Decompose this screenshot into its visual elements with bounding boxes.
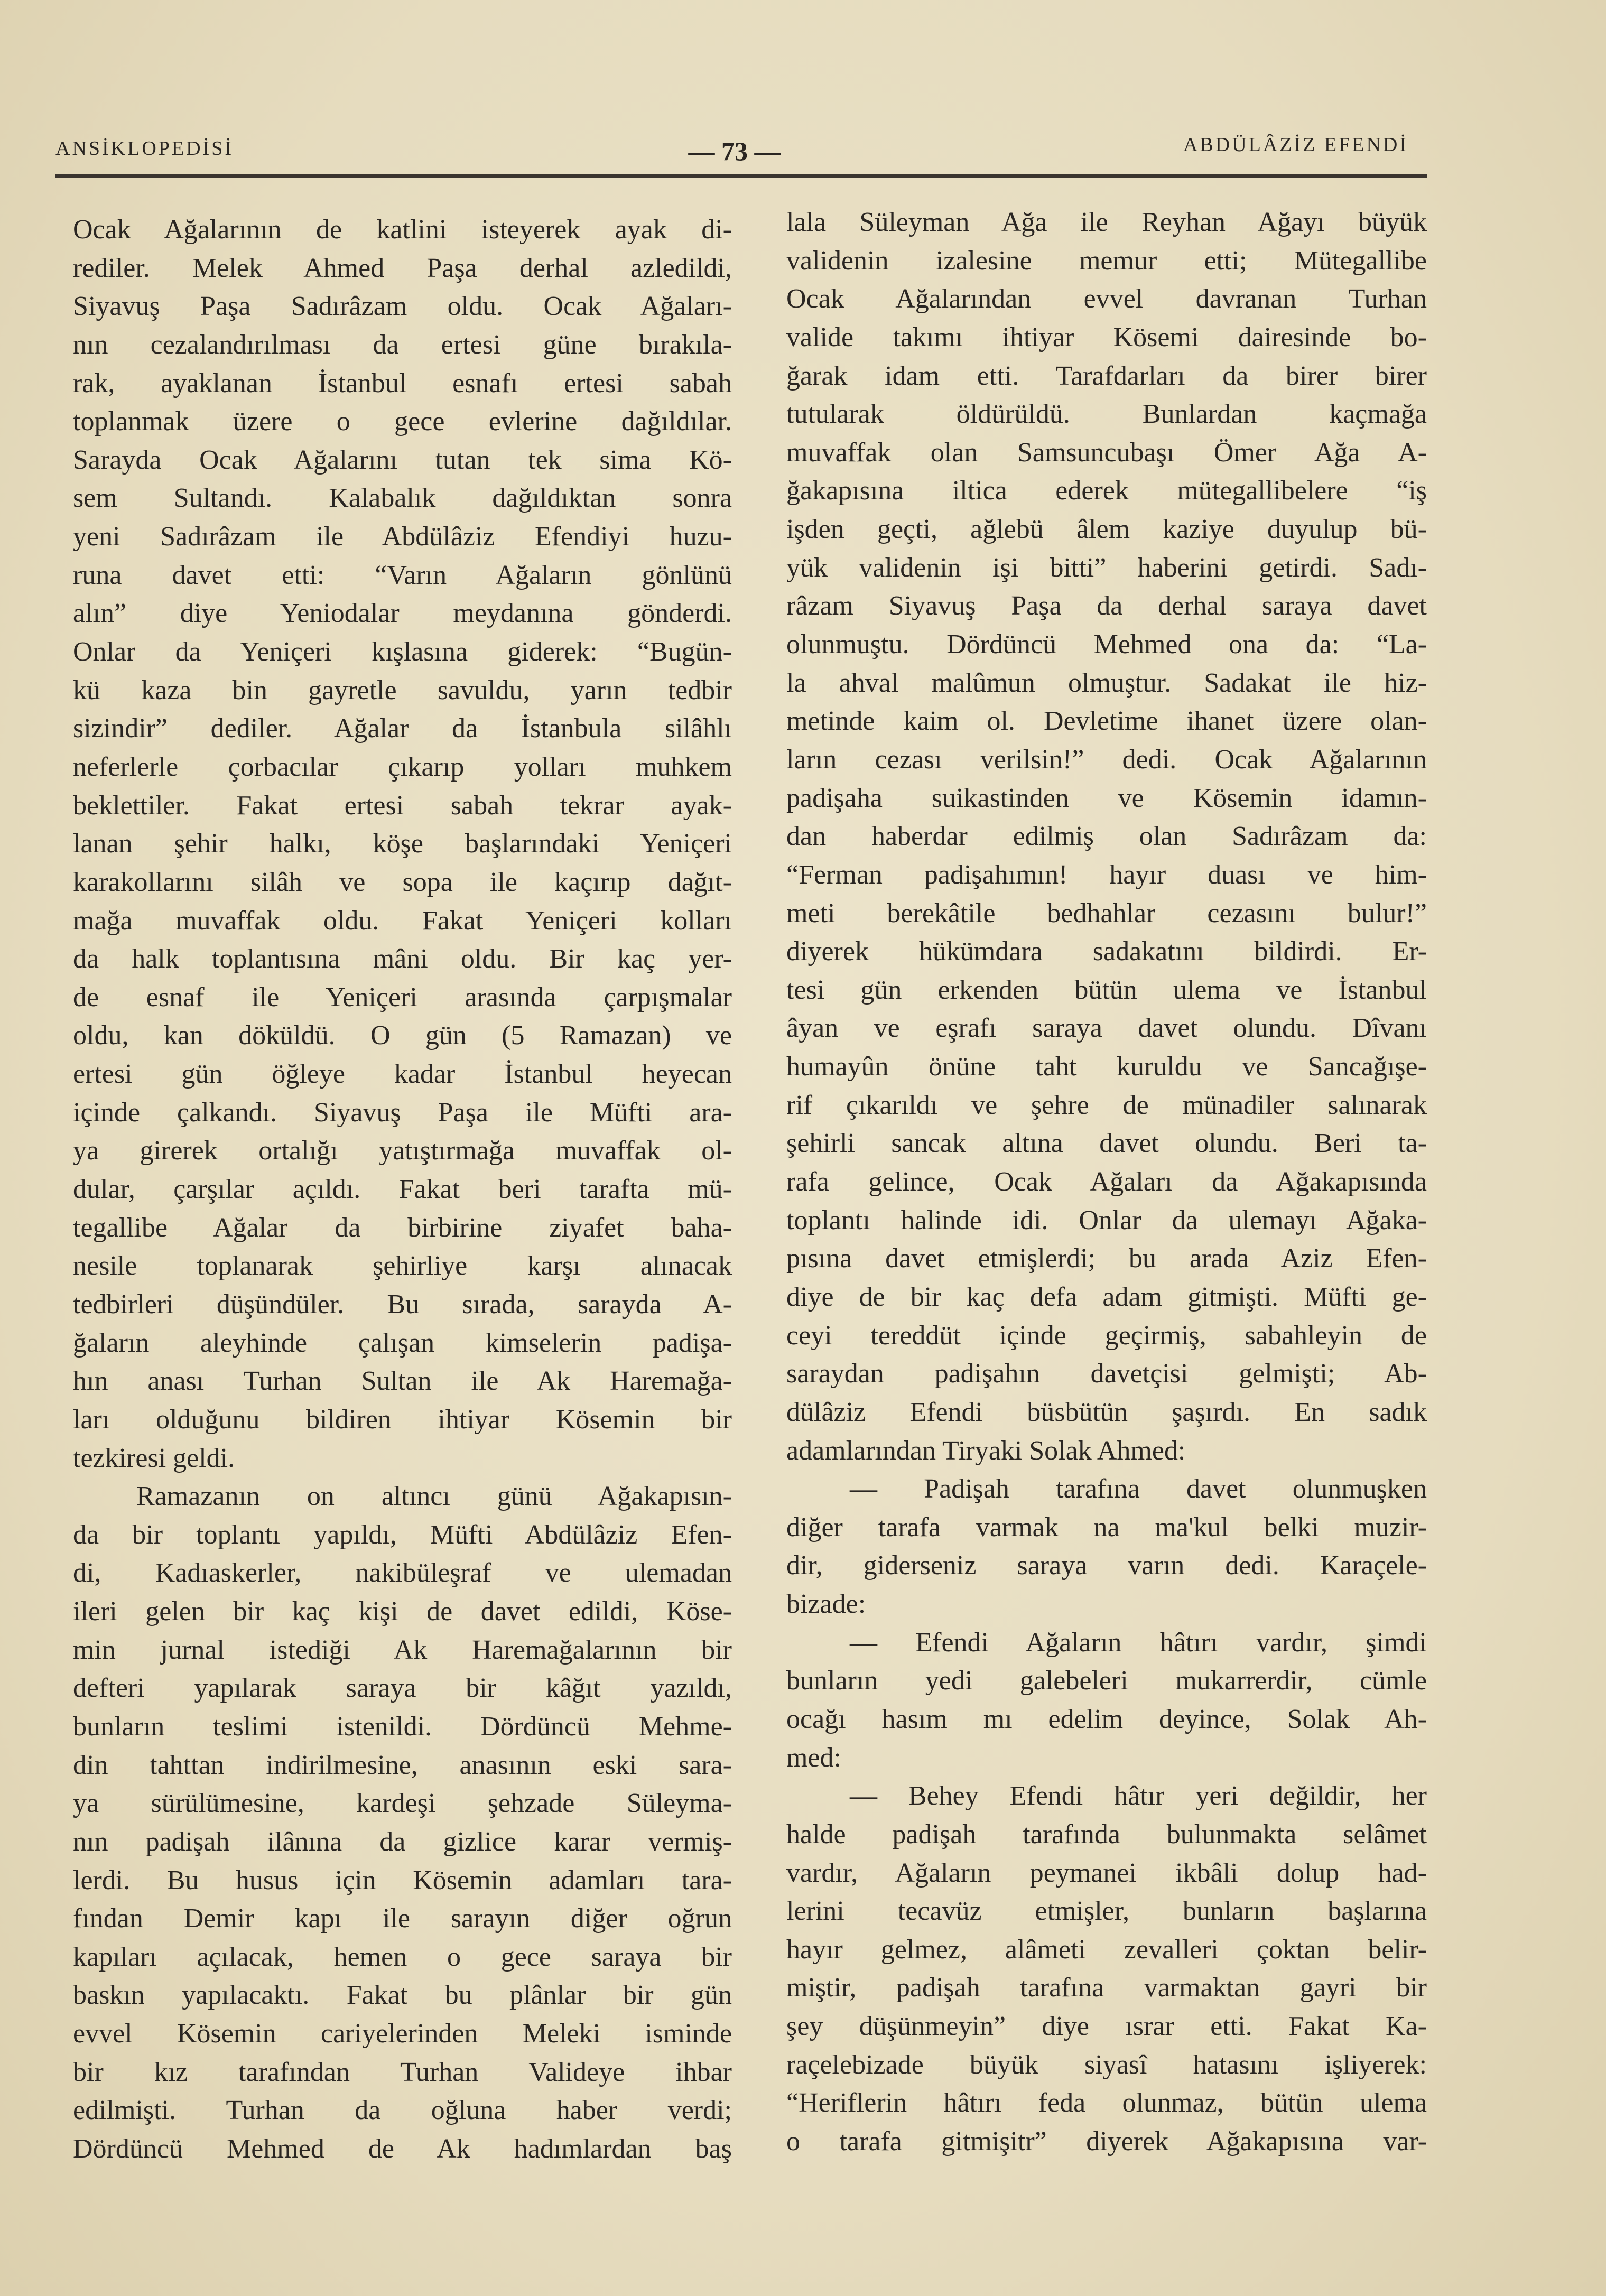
text-line: tedbirleri düşündüler. Bu sırada, sarayda A- (73, 1289, 732, 1319)
text-line: diyerek hükümdara sadakatını bildirdi. Er- (786, 936, 1427, 967)
text-line: oldu, kan döküldü. O gün (5 Ramazan) ve (73, 1020, 732, 1051)
text-line: adamlarından Tiryaki Solak Ahmed: (786, 1435, 1186, 1466)
text-line: ları olduğunu bildiren ihtiyar Kösemin bir (73, 1404, 732, 1435)
text-line: dülâziz Efendi büsbütün şaşırdı. En sadık (786, 1397, 1427, 1427)
text-line: muvaffak olan Samsuncubaşı Ömer Ağa A- (786, 437, 1427, 468)
text-line: evvel Kösemin cariyelerinden Meleki isminde (73, 2019, 732, 2049)
text-line: saraydan padişahın davetçisi gelmişti; Ab- (786, 1359, 1427, 1389)
text-line: Onlar da Yeniçeri kışlasına giderek: “Bugün- (73, 637, 732, 667)
text-line: bunların teslimi istenildi. Dördüncü Mehme- (73, 1711, 732, 1742)
text-line: lerini tecavüz etmişler, bunların başlarına (786, 1896, 1427, 1927)
text-line: neferlerle çorbacılar çıkarıp yolları muhkem (73, 751, 732, 782)
text-line: kapıları açılacak, hemen o gece saraya bir (73, 1941, 732, 1972)
text-line: âyan ve eşrafı saraya davet olundu. Dîvanı (786, 1013, 1427, 1044)
text-line: lala Süleyman Ağa ile Reyhan Ağayı büyük (786, 207, 1427, 237)
text-line: tegallibe Ağalar da birbirine ziyafet baha- (73, 1212, 732, 1243)
paragraph (73, 1477, 732, 2169)
text-line: meti berekâtile bedhahlar cezasını bulur!” (786, 898, 1427, 928)
text-line: kü kaza bin gayretle savuldu, yarın tedbir (73, 675, 732, 705)
text-line: lanan şehir halkı, köşe başlarındaki Yeniçeri (73, 829, 732, 859)
text-line: ya sürülümesine, kardeşi şehzade Süleyma- (73, 1788, 732, 1819)
paragraph (786, 1470, 1427, 1624)
text-line: ocağı hasım mı edelim deyince, Solak Ah- (786, 1704, 1427, 1734)
text-line: Ocak Ağalarının de katlini isteyerek ayak di- (73, 215, 732, 245)
text-line: mağa muvaffak oldu. Fakat Yeniçeri kolları (73, 905, 732, 936)
text-line: ya girerek ortalığı yatıştırmağa muvaffak ol- (73, 1136, 732, 1166)
text-line: yeni Sadırâzam ile Abdülâziz Efendiyi huzu- (73, 522, 732, 552)
text-line: valide takımı ihtiyar Kösemi dairesinde bo- (786, 322, 1427, 352)
text-line: tezkiresi geldi. (73, 1443, 235, 1473)
text-line: dir, giderseniz saraya varın dedi. Karaçele- (786, 1550, 1427, 1581)
text-line: baskın yapılacaktı. Fakat bu plânlar bir gün (73, 1980, 732, 2011)
text-line: ceyi tereddüt içinde geçirmiş, sabahleyin de (786, 1320, 1427, 1351)
text-line: — Efendi Ağaların hâtırı vardır, şimdi (850, 1627, 1427, 1658)
text-line: toplanmak üzere o gece evlerine dağıldılar. (73, 406, 732, 437)
text-line: ğarak idam etti. Tarafdarları da birer birer (786, 360, 1427, 391)
text-line: ertesi gün öğleye kadar İstanbul heyecan (73, 1059, 732, 1090)
text-line: — Padişah tarafına davet olunmuşken (850, 1474, 1427, 1504)
text-line: metinde kaim ol. Devletime ihanet üzere olan- (786, 706, 1427, 737)
text-line: ileri gelen bir kaç kişi de davet edildi, Köse- (73, 1596, 732, 1627)
text-line: defteri yapılarak saraya bir kâğıt yazıldı, (73, 1673, 732, 1704)
text-line: de esnaf ile Yeniçeri arasında çarpışmalar (73, 982, 732, 1012)
text-line: şehirli sancak altına davet olundu. Beri ta- (786, 1128, 1427, 1159)
text-line: Sarayda Ocak Ağalarını tutan tek sima Kö- (73, 444, 732, 475)
text-line: rafa gelince, Ocak Ağaları da Ağakapısında (786, 1167, 1427, 1197)
page-number: — 73 — (688, 136, 781, 166)
text-line: hayır gelmez, alâmeti zevalleri çoktan belir- (786, 1934, 1427, 1965)
text-line: ğaların aleyhinde çalışan kimselerin padişa- (73, 1327, 732, 1358)
text-line: olunmuştu. Dördüncü Mehmed ona da: “La- (786, 629, 1427, 660)
text-line: nın cezalandırılması da ertesi güne bırakıla- (73, 329, 732, 360)
text-line: fından Demir kapı ile sarayın diğer oğrun (73, 1903, 732, 1934)
text-line: o tarafa gitmişitr” diyerek Ağakapısına var- (786, 2126, 1427, 2157)
text-line: Ramazanın on altıncı günü Ağakapısın- (136, 1481, 732, 1512)
paragraph (786, 1624, 1427, 1778)
text-line: râzam Siyavuş Paşa da derhal saraya davet (786, 591, 1427, 621)
text-line: dular, çarşılar açıldı. Fakat beri tarafta mü- (73, 1174, 732, 1205)
text-line: sem Sultandı. Kalabalık dağıldıktan sonra (73, 483, 732, 514)
text-line: Siyavuş Paşa Sadırâzam oldu. Ocak Ağaları- (73, 291, 732, 322)
text-line: lerdi. Bu husus için Kösemin adamları tara- (73, 1865, 732, 1895)
text-line: ğakapısına iltica ederek mütegallibelere “iş (786, 476, 1427, 506)
text-line: min jurnal istediği Ak Haremağalarının bir (73, 1634, 732, 1665)
text-line: nın padişah ilânına da gizlice karar vermiş- (73, 1826, 732, 1857)
text-line: humayûn önüne taht kuruldu ve Sancağışe- (786, 1052, 1427, 1082)
text-line: pısına davet etmişlerdi; bu arada Aziz Efen- (786, 1243, 1427, 1274)
running-head-right: ABDÜLÂZİZ EFENDİ (1183, 134, 1408, 156)
text-line: raçelebizade büyük siyasî hatasını işliyerek: (786, 2049, 1427, 2080)
text-line: alın” diye Yeniodalar meydanına gönderdi. (73, 598, 732, 629)
text-line: bizade: (786, 1589, 866, 1620)
right-column (786, 203, 1427, 2161)
text-line: içinde çalkandı. Siyavuş Paşa ile Müfti ara- (73, 1097, 732, 1128)
text-line: toplantı halinde idi. Onlar da ulemayı Ağaka- (786, 1205, 1427, 1235)
text-line: miştir, padişah tarafına varmaktan gayri bir (786, 1973, 1427, 2003)
left-column (73, 211, 732, 2169)
text-line: runa davet etti: “Varın Ağaların gönlünü (73, 560, 732, 590)
text-line: rif çıkarıldı ve şehre de münadiler salınarak (786, 1090, 1427, 1120)
text-line: rediler. Melek Ahmed Paşa derhal azledildi, (73, 253, 732, 283)
text-line: hın anası Turhan Sultan ile Ak Haremağa- (73, 1366, 732, 1397)
text-line: bir kız tarafından Turhan Valideye ihbar (73, 2057, 732, 2087)
paragraph (786, 1777, 1427, 2161)
text-line: bunların yedi galebeleri mukarrerdir, cümle (786, 1666, 1427, 1696)
paragraph (73, 211, 732, 1477)
text-line: validenin izalesine memur etti; Mütegallibe (786, 245, 1427, 276)
text-line: rak, ayaklanan İstanbul esnafı ertesi sabah (73, 368, 732, 398)
text-line: la ahval malûmun olmuştur. Sadakat ile hiz- (786, 667, 1427, 698)
text-line: vardır, Ağaların peymanei ikbâli dolup had- (786, 1857, 1427, 1888)
text-line: med: (786, 1742, 841, 1773)
text-line: nesile toplanarak şehirliye karşı alınacak (73, 1251, 732, 1281)
text-line: tesi gün erkenden bütün ulema ve İstanbul (786, 974, 1427, 1005)
text-line: işden geçti, ağlebü âlem kaziye duyulup bü- (786, 514, 1427, 545)
text-line: şey düşünmeyin” diye ısrar etti. Fakat Ka- (786, 2011, 1427, 2042)
text-line: dan haberdar edilmiş olan Sadırâzam da: (786, 821, 1427, 852)
text-line: din tahttan indirilmesine, anasının eski sara- (73, 1750, 732, 1780)
text-line: “Heriflerin hâtırı feda olunmaz, bütün ulema (786, 2088, 1427, 2118)
text-line: Ocak Ağalarından evvel davranan Turhan (786, 284, 1427, 314)
text-line: sizindir” dediler. Ağalar da İstanbula silâhlı (73, 713, 732, 744)
running-head-left: ANSİKLOPEDİSİ (55, 137, 234, 160)
paragraph (786, 203, 1427, 1470)
text-line: ların cezası verilsin!” dedi. Ocak Ağalarının (786, 744, 1427, 775)
header-rule (55, 174, 1427, 178)
text-line: — Behey Efendi hâtır yeri değildir, her (850, 1781, 1427, 1811)
text-line: tutularak öldürüldü. Bunlardan kaçmağa (786, 399, 1427, 430)
text-line: da bir toplantı yapıldı, Müfti Abdülâziz Efen- (73, 1519, 732, 1550)
text-line: edilmişti. Turhan da oğluna haber verdi; (73, 2095, 732, 2126)
text-line: di, Kadıaskerler, nakibüleşraf ve ulemadan (73, 1558, 732, 1588)
text-line: “Ferman padişahımın! hayır duası ve him- (786, 859, 1427, 890)
text-line: karakollarını silâh ve sopa ile kaçırıp dağıt- (73, 867, 732, 897)
text-line: padişaha suikastinden ve Kösemin idamın- (786, 783, 1427, 813)
text-line: diye de bir kaç defa adam gitmişti. Müfti ge- (786, 1281, 1427, 1312)
text-line: halde padişah tarafında bulunmakta selâmet (786, 1819, 1427, 1849)
text-line: diğer tarafa varmak na ma'kul belki muzir- (786, 1512, 1427, 1542)
text-line: yük validenin işi bitti” haberini getirdi. Sadı- (786, 552, 1427, 583)
text-line: da halk toplantısına mâni oldu. Bir kaç yer- (73, 944, 732, 974)
text-line: beklettiler. Fakat ertesi sabah tekrar ayak- (73, 790, 732, 821)
text-line: Dördüncü Mehmed de Ak hadımlardan baş (73, 2134, 732, 2164)
